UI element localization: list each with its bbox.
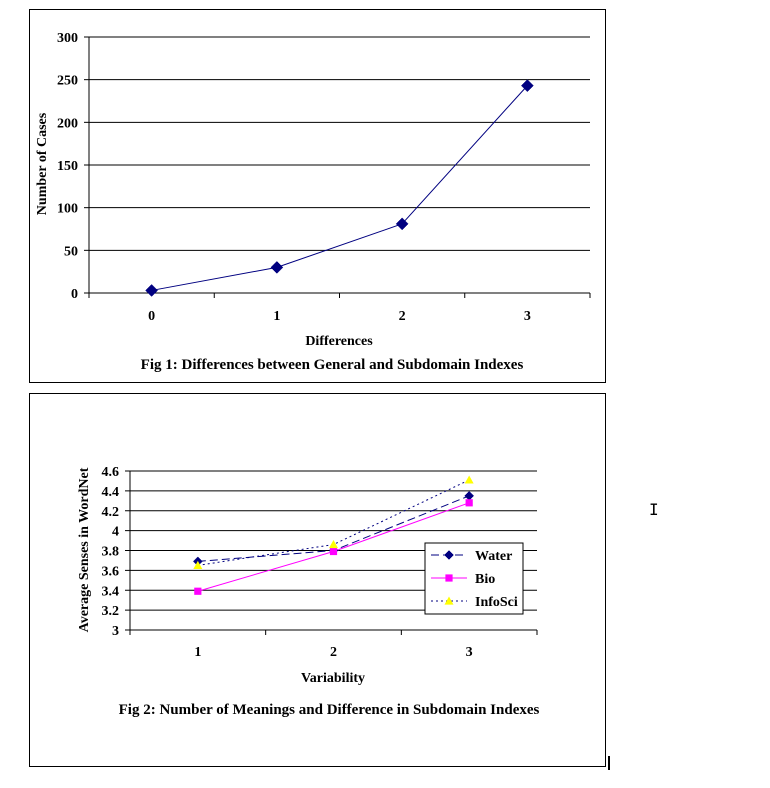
fig2-title: Fig 2: Number of Meanings and Difference in Subdomain Indexes [118,702,540,718]
fig2-ytick-label: 3.8 [101,544,119,560]
fig2-legend-label-water: Water [475,549,513,564]
fig1-ytick-label: 50 [64,244,78,260]
fig2-point-bio [194,588,201,595]
fig1-ytick-label: 300 [57,31,78,46]
fig1-point-cases [146,284,158,296]
fig2-ytick-label: 3.4 [101,584,119,600]
fig1-ytick-label: 250 [57,73,78,89]
text-caret [608,756,610,770]
fig1-xtick-label: 0 [148,309,156,324]
fig2-ytick-label: 3.2 [101,604,119,620]
fig2-ytick-label: 4 [112,524,119,540]
fig1-title: Fig 1: Differences between General and Subdomain Indexes [140,357,524,373]
fig2-ytick-label: 4.6 [101,465,119,480]
fig2-ytick-label: 4.2 [101,504,119,520]
fig2-point-bio [330,548,337,555]
fig2-xtick-label: 2 [330,645,337,660]
fig2-point-bio [466,499,473,506]
fig2-xlabel: Variability [300,671,366,686]
fig2-ytick-label: 3 [112,624,119,639]
fig2-legend-marker-bio [445,574,452,581]
fig1-ytick-label: 100 [57,201,78,217]
fig1-xtick-label: 1 [273,309,281,324]
fig1-ylabel: Number of Cases [35,112,50,216]
fig2-point-water [465,491,474,500]
fig2-point-infosci [465,475,474,483]
fig1-point-cases [271,261,283,273]
fig1-series-line-cases [152,86,528,291]
fig1-ytick-label: 200 [57,116,78,132]
fig2-legend-label-bio: Bio [475,572,496,587]
fig2-ytick-label: 4.4 [101,484,119,500]
text-cursor-ibeam-icon: I [649,500,659,519]
fig1-ytick-label: 0 [71,287,78,302]
fig2-ylabel: Average Senses in WordNet [77,467,92,633]
fig2-ytick-label: 3.6 [101,564,119,580]
fig2-point-infosci [329,540,338,548]
fig1-xlabel: Differences [305,334,373,349]
fig1-xtick-label: 3 [523,309,531,324]
fig2-legend-label-infosci: InfoSci [475,595,518,610]
fig1-ytick-label: 150 [57,159,78,174]
fig2-xtick-label: 1 [194,645,202,660]
fig1-xtick-label: 2 [398,309,406,324]
fig2-xtick-label: 3 [465,645,473,660]
